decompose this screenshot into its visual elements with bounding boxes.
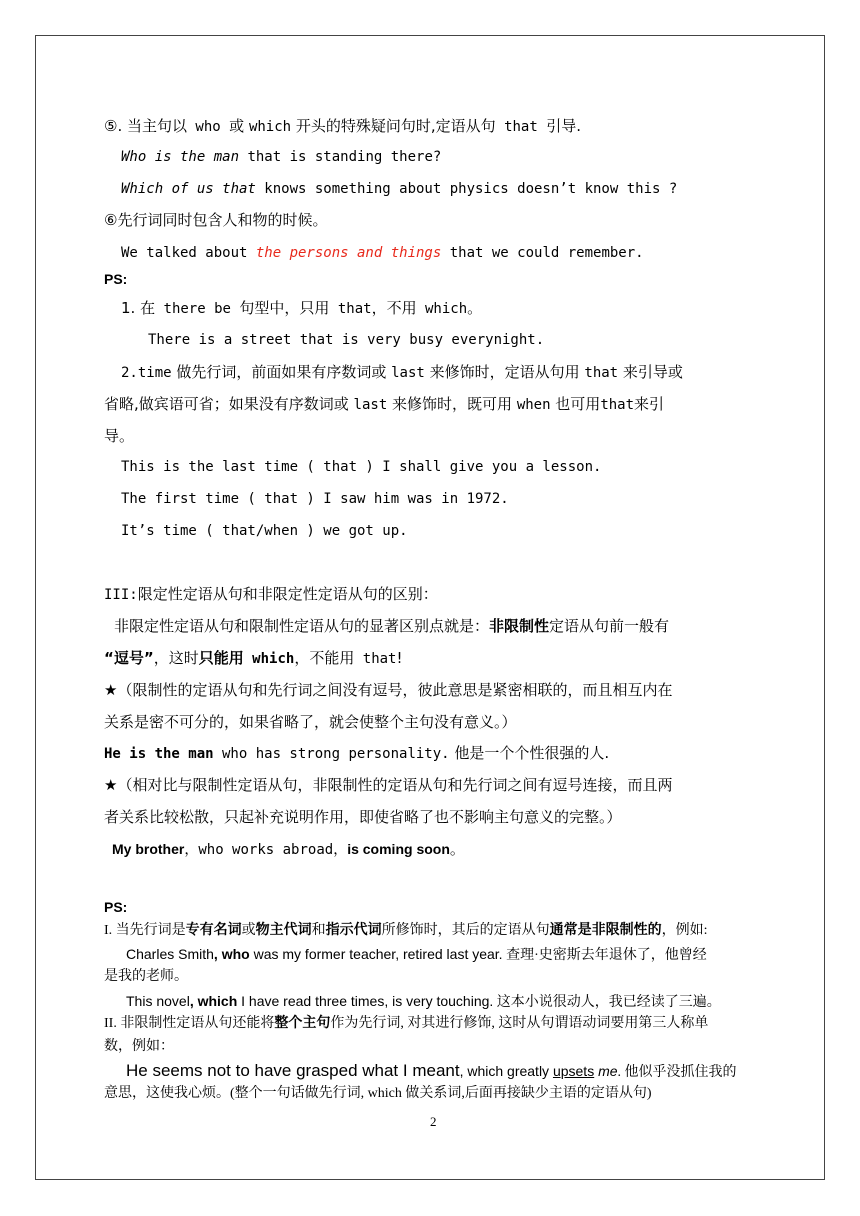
ps-point-1: 1. 在 there be 句型中，只用 that，不用 which。	[121, 299, 483, 317]
example-charles-smith: Charles Smith, who was my former teacher, retired last year. 查理·史密斯去年退休了，他曾经	[126, 946, 707, 963]
ps-point-2-line-2: 省略,做宾语可省；如果没有序数词或 last 来修饰时，既可用 when 也可用that来引	[104, 395, 665, 413]
section-3-para-line-2: “逗号”，这时只能用 which，不能用 that!	[104, 649, 403, 667]
rule-II-cont: 数，例如：	[104, 1039, 174, 1054]
time-example-1: This is the last time ( that ) I shall give you a lesson.	[121, 459, 602, 475]
example-which-of-us: Which of us that knows something about physics doesn’t know this ?	[121, 181, 678, 197]
star-note-2-line-2: 者关系比较松散，只起补充说明作用，即使省略了也不影响主句意义的完整。）	[104, 808, 622, 826]
example-he-seems: He seems not to have grasped what I meant, which greatly upsets me. 他似乎没抓住我的	[126, 1061, 737, 1080]
example-who-is-the-man: Who is the man that is standing there?	[121, 149, 442, 165]
rule-6: ⑥先行词同时包含人和物的时候。	[104, 211, 328, 229]
rule-I: I. 当先行词是专有名词或物主代词和指示代词所修饰时，其后的定语从句通常是非限制性的，例如:	[104, 923, 708, 938]
section-3-para-line-1: 非限定性定语从句和限制性定语从句的显著区别点就是：非限制性定语从句前一般有	[114, 617, 670, 635]
rule-II: II. 非限制性定语从句还能将整个主句作为先行词, 对其进行修饰, 这时从句谓语动词要用第三人称单	[104, 1016, 709, 1031]
example-this-novel: This novel, which I have read three times, is very touching. 这本小说很动人，我已经读了三遍。	[126, 993, 721, 1010]
example-charles-smith-cont: 是我的老师。	[104, 969, 188, 984]
example-he-seems-cont: 意思，这使我心烦。(整个一句话做先行词, which 做关系词,后面再接缺少主语的定语从句)	[104, 1086, 652, 1101]
rule-5: ⑤. 当主句以 who 或 which 开头的特殊疑问句时,定语从句 that 引导.	[104, 117, 581, 135]
example-he-is-the-man: He is the man who has strong personality. 他是一个个性很强的人.	[104, 744, 610, 762]
star-note-1-line-1: ★（限制性的定语从句和先行词之间没有逗号，彼此意思是紧密相联的，而且相互内在	[104, 681, 673, 699]
example-my-brother: My brother，who works abroad，is coming soon。	[112, 840, 465, 858]
ps-point-1-example: There is a street that is very busy everynight.	[148, 332, 545, 348]
ps-heading: PS:	[104, 271, 128, 287]
time-example-3: It’s time ( that/when ) we got up.	[121, 523, 408, 539]
star-note-2-line-1: ★（相对比与限制性定语从句，非限制性的定语从句和先行词之间有逗号连接，而且两	[104, 776, 673, 794]
ps-point-2-line-3: 导。	[104, 427, 135, 445]
ps-heading-2: PS:	[104, 899, 128, 915]
time-example-2: The first time ( that ) I saw him was in 1972.	[121, 491, 509, 507]
ps-point-2-line-1: 2.time 做先行词，前面如果有序数词或 last 来修饰时，定语从句用 that 来引导或	[121, 363, 683, 381]
section-3-heading: III:限定性定语从句和非限定性定语从句的区别：	[104, 585, 438, 603]
star-note-1-line-2: 关系是密不可分的，如果省略了，就会使整个主句没有意义。）	[104, 713, 517, 731]
page-number: 2	[430, 1114, 437, 1129]
example-persons-and-things: We talked about the persons and things that we could remember.	[121, 245, 644, 261]
